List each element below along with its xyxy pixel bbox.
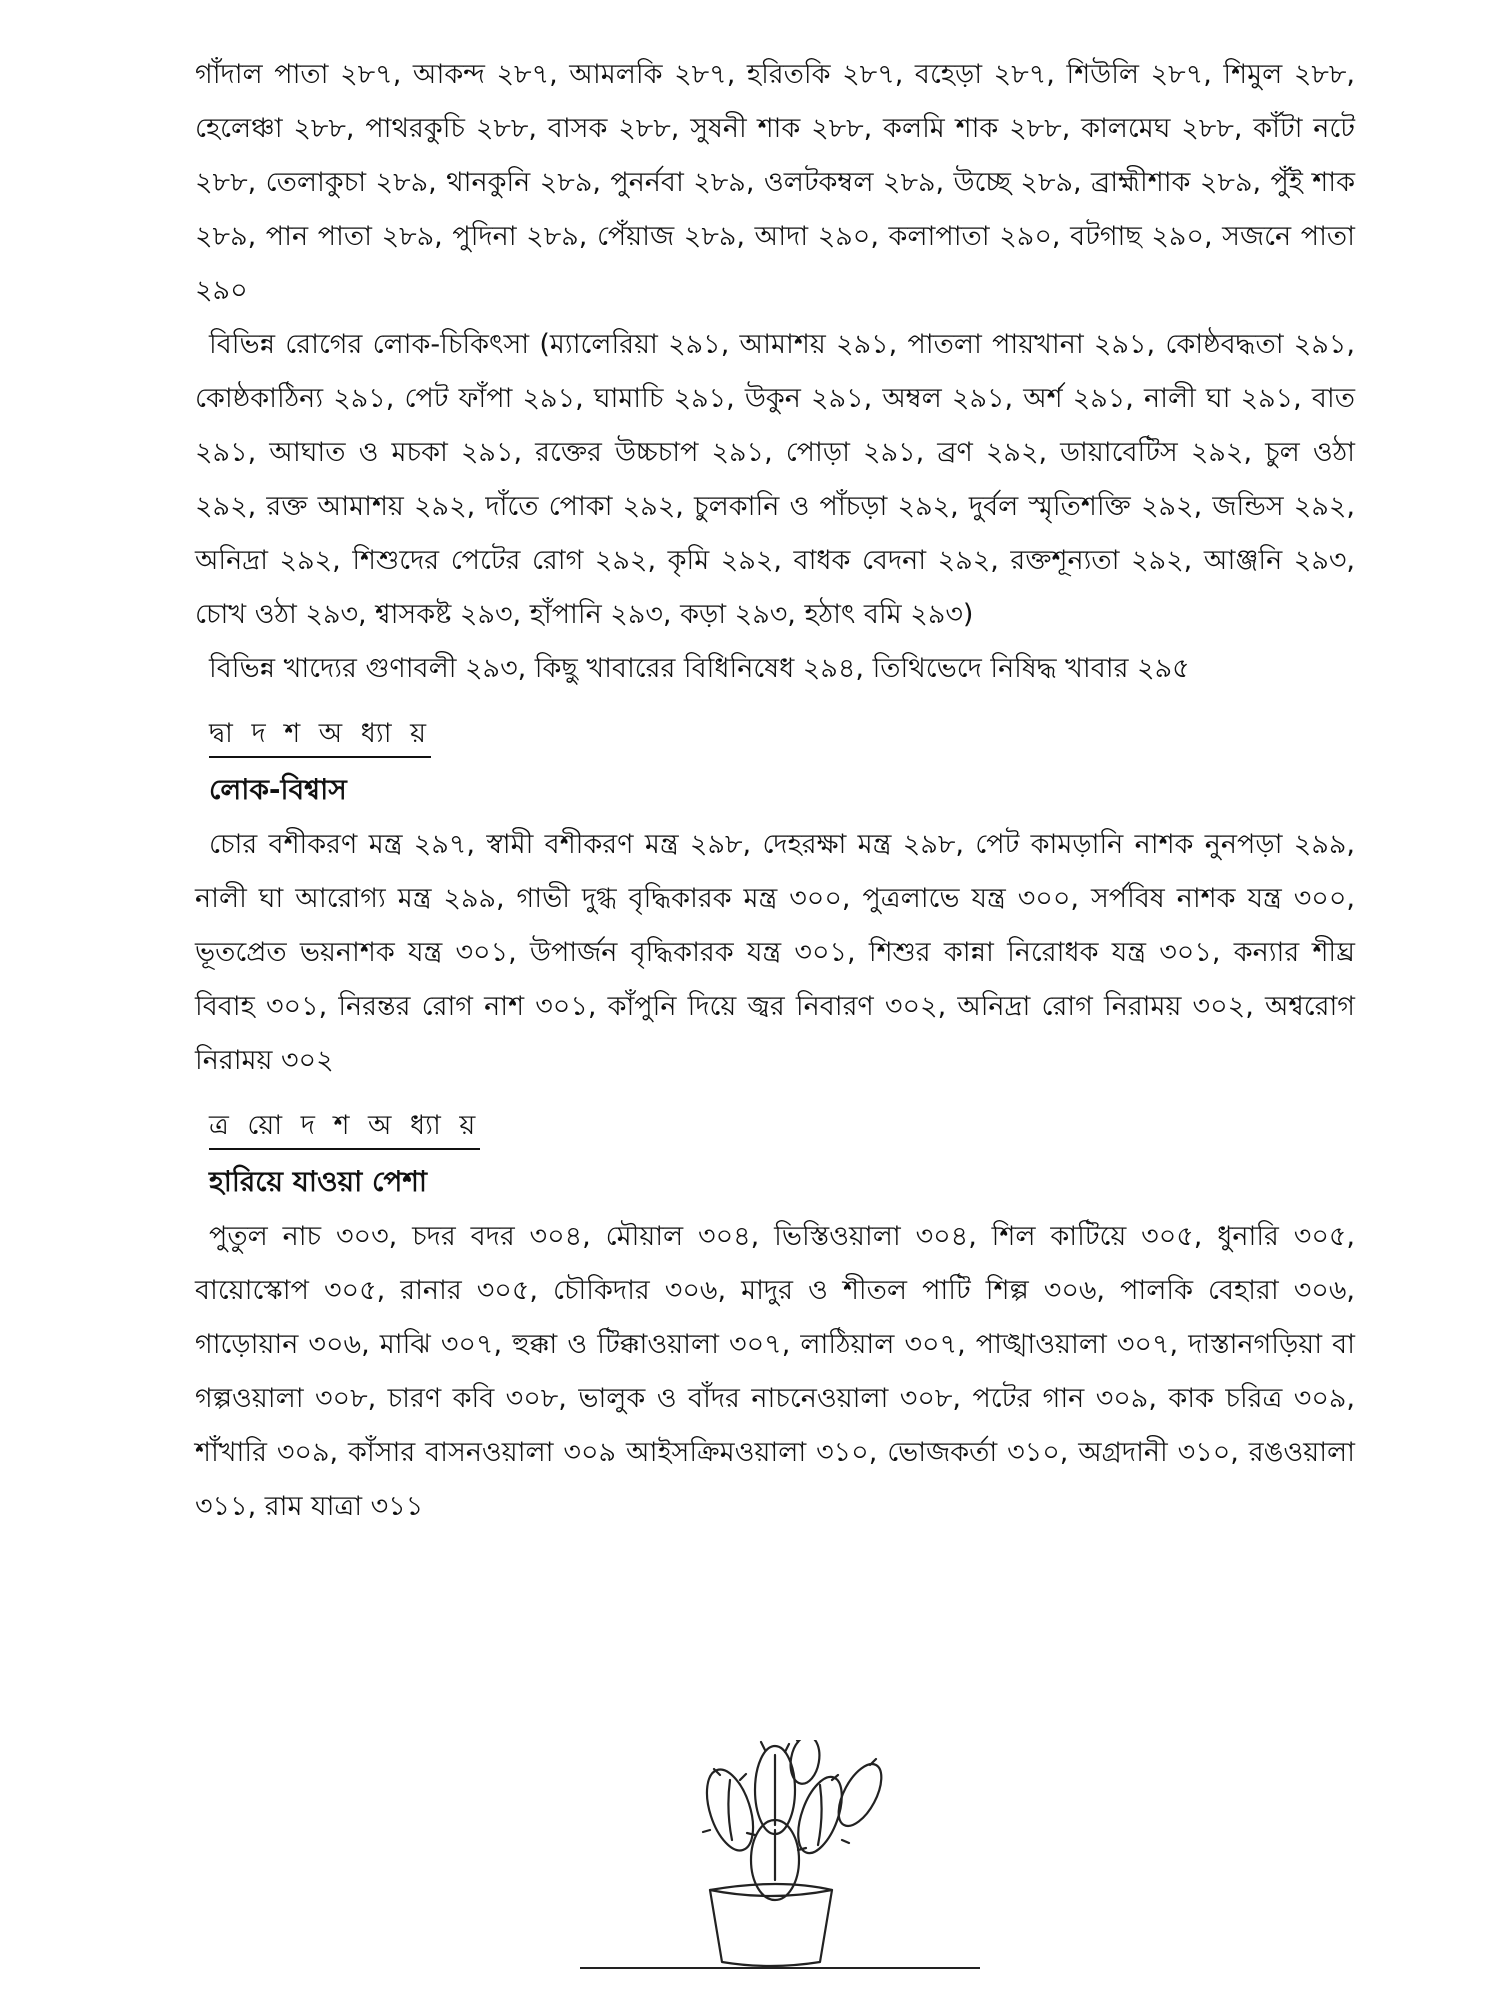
chapter-13-label: ত্র য়ো দ শ অ ধ্যা য় [209,1106,480,1150]
chapter-12-entries: চোর বশীকরণ মন্ত্র ২৯৭, স্বামী বশীকরণ মন্ত্র ২৯৮, দেহরক্ষা মন্ত্র ২৯৮, পেট কামড়ানি নাশক নুনপড়া ২৯৯, নালী ঘা আরোগ্য মন্ত্র ২৯৯, গাভী দুগ্ধ বৃদ্ধিকারক মন্ত্র ৩০০, পুত্রলাভে যন্ত্র ৩০০, সর্পবিষ নাশক যন্ত্র ৩০০, ভূতপ্রেত ভয়নাশক যন্ত্র ৩০১, উপার্জন বৃদ্ধিকারক যন্ত্র ৩০১, শিশুর কান্না নিরোধক যন্ত্র ৩০১, কন্যার শীঘ্র বিবাহ ৩০১, নিরন্তর রোগ নাশ ৩০১, কাঁপুনি দিয়ে জ্বর নিবারণ ৩০২, অনিদ্রা রোগ নিরাময় ৩০২, অশ্বরোগ নিরাময় ৩০২ [195,829,1355,1076]
chapter-12-section [195,696,1355,1088]
chapter-12-label: দ্বা দ শ অ ধ্যা য় [209,714,431,758]
index-paragraph-folk-remedies: বিভিন্ন রোগের লোক-চিকিৎসা (ম্যালেরিয়া ২৯১, আমাশয় ২৯১, পাতলা পায়খানা ২৯১, কোষ্ঠবদ্ধতা ২৯১, কোষ্ঠকাঠিন্য ২৯১, পেট ফাঁপা ২৯১, ঘামাচি ২৯১, উকুন ২৯১, অম্বল ২৯১, অর্শ ২৯১, নালী ঘা ২৯১, বাত ২৯১, আঘাত ও মচকা ২৯১, রক্তের উচ্চচাপ ২৯১, পোড়া ২৯১, ব্রণ ২৯২, ডায়াবেটিস ২৯২, চুল ওঠা ২৯২, রক্ত আমাশয় ২৯২, দাঁতে পোকা ২৯২, চুলকানি ও পাঁচড়া ২৯২, দুর্বল স্মৃতিশক্তি ২৯২, জন্ডিস ২৯২, অনিদ্রা ২৯২, শিশুদের পেটের রোগ ২৯২, কৃমি ২৯২, বাধক বেদনা ২৯২, রক্তশূন্যতা ২৯২, আঞ্জনি ২৯৩, চোখ ওঠা ২৯৩, শ্বাসকষ্ট ২৯৩, হাঁপানি ২৯৩, কড়া ২৯৩, হঠাৎ বমি ২৯৩) [195,329,1355,630]
chapter-13-entries: পুতুল নাচ ৩০৩, চদর বদর ৩০৪, মৌয়াল ৩০৪, ভিস্তিওয়ালা ৩০৪, শিল কাটিয়ে ৩০৫, ধুনারি ৩০৫, বায়োস্কোপ ৩০৫, রানার ৩০৫, চৌকিদার ৩০৬, মাদুর ও শীতল পাটি শিল্প ৩০৬, পালকি বেহারা ৩০৬, গাড়োয়ান ৩০৬, মাঝি ৩০৭, হুক্কা ও টিক্কাওয়ালা ৩০৭, লাঠিয়াল ৩০৭, পাঙ্খাওয়ালা ৩০৭, দাস্তানগড়িয়া বা গল্পওয়ালা ৩০৮, চারণ কবি ৩০৮, ভালুক ও বাঁদর নাচনেওয়ালা ৩০৮, পটের গান ৩০৯, কাক চরিত্র ৩০৯, শাঁখারি ৩০৯, কাঁসার বাসনওয়ালা ৩০৯ আইসক্রিমওয়ালা ৩১০, ভোজকর্তা ৩১০, অগ্রদানী ৩১০, রঙওয়ালা ৩১১, রাম যাত্রা ৩১১ [195,1221,1355,1522]
chapter-13-section [195,1088,1355,1534]
index-paragraph-plants: গাঁদাল পাতা ২৮৭, আকন্দ ২৮৭, আমলকি ২৮৭, হরিতকি ২৮৭, বহেড়া ২৮৭, শিউলি ২৮৭, শিমুল ২৮৮, হেলেঞ্চা ২৮৮, পাথরকুচি ২৮৮, বাসক ২৮৮, সুষনী শাক ২৮৮, কলমি শাক ২৮৮, কালমেঘ ২৮৮, কাঁটা নটে ২৮৮, তেলাকুচা ২৮৯, থানকুনি ২৮৯, পুনর্নবা ২৮৯, ওলটকম্বল ২৮৯, উচ্ছে ২৮৯, ব্রাহ্মীশাক ২৮৯, পুঁই শাক ২৮৯, পান পাতা ২৮৯, পুদিনা ২৮৯, পেঁয়াজ ২৮৯, আদা ২৯০, কলাপাতা ২৯০, বটগাছ ২৯০, সজনে পাতা ২৯০ [195,59,1355,306]
chapter-12-title: লোক-বিশ্বাস [209,773,347,806]
index-paragraph-food: বিভিন্ন খাদ্যের গুণাবলী ২৯৩, কিছু খাবারের বিধিনিষেধ ২৯৪, তিথিভেদে নিষিদ্ধ খাবার ২৯৫ [209,653,1190,684]
chapter-13-title: হারিয়ে যাওয়া পেশা [209,1165,428,1198]
cactus-illustration [570,1740,990,1980]
index-page [195,48,1355,1534]
